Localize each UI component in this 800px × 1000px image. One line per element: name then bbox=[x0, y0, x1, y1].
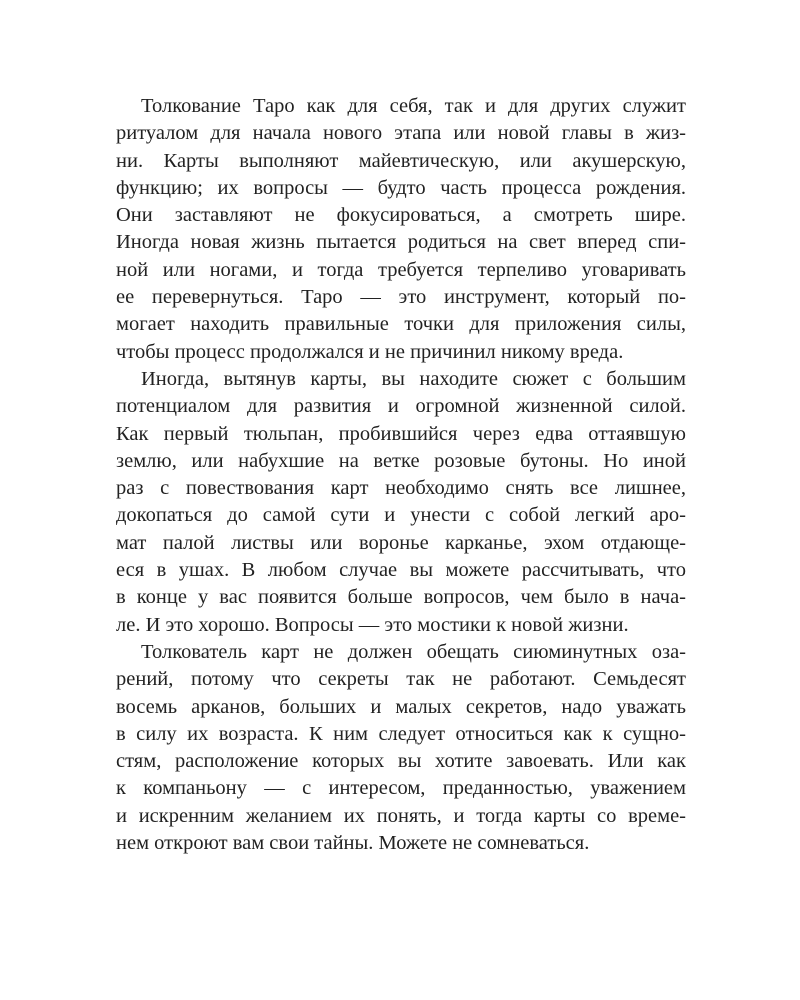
text-line: и искренним желанием их понять, и тогда карты со време- bbox=[116, 804, 686, 827]
text-line: Иногда новая жизнь пытается родиться на свет вперед спи- bbox=[116, 231, 686, 254]
text-line: Толкователь карт не должен обещать сиюминутных оза- bbox=[141, 640, 686, 663]
text-line: докопаться до самой сути и унести с собой легкий аро- bbox=[116, 504, 686, 527]
text-line: могает находить правильные точки для приложения силы, bbox=[116, 313, 686, 336]
text-line: Толкование Таро как для себя, так и для других служит bbox=[141, 95, 686, 117]
text-line: рений, потому что секреты так не работают. Семьдесят bbox=[116, 668, 686, 691]
paragraph-3 bbox=[116, 639, 686, 857]
text-line: к компаньону — с интересом, преданностью, уважением bbox=[116, 777, 686, 800]
text-line: чтобы процесс продолжался и не причинил никому вреда. bbox=[116, 340, 624, 363]
text-line: ле. И это хорошо. Вопросы — это мостики к новой жизни. bbox=[116, 613, 629, 636]
text-line: потенциалом для развития и огромной жизненной силой. bbox=[116, 395, 686, 418]
text-line: ритуалом для начала нового этапа или новой главы в жиз- bbox=[116, 122, 686, 145]
text-line: функцию; их вопросы — будто часть процесса рождения. bbox=[116, 176, 686, 199]
text-line: Как первый тюльпан, пробившийся через едва оттаявшую bbox=[116, 422, 686, 445]
text-line: ной или ногами, и тогда требуется терпеливо уговаривать bbox=[116, 258, 686, 281]
text-line: мат палой листвы или воронье карканье, эхом отдающе- bbox=[116, 531, 686, 554]
text-line: еся в ушах. В любом случае вы можете рассчитывать, что bbox=[116, 559, 686, 582]
text-line: раз с повествования карт необходимо снять все лишнее, bbox=[116, 477, 686, 500]
text-line: Они заставляют не фокусироваться, а смотреть шире. bbox=[116, 204, 686, 227]
paragraph-1 bbox=[116, 93, 686, 366]
text-line: в силу их возраста. К ним следует относиться как к сущно- bbox=[116, 722, 686, 745]
text-line: в конце у вас появится больше вопросов, чем было в нача- bbox=[116, 586, 686, 609]
text-line: нем откроют вам свои тайны. Можете не сомневаться. bbox=[116, 832, 590, 855]
paragraph-2 bbox=[116, 366, 686, 639]
text-line: Иногда, вытянув карты, вы находите сюжет с большим bbox=[141, 367, 686, 390]
text-line: восемь арканов, больших и малых секретов, надо уважать bbox=[116, 695, 686, 718]
text-line: ни. Карты выполняют майевтическую, или акушерскую, bbox=[116, 149, 686, 172]
body-text bbox=[116, 93, 686, 857]
text-line: стям, расположение которых вы хотите завоевать. Или как bbox=[116, 750, 686, 773]
text-line: землю, или набухшие на ветке розовые бутоны. Но иной bbox=[116, 449, 686, 472]
text-line: ее перевернуться. Таро — это инструмент, который по- bbox=[116, 286, 686, 309]
